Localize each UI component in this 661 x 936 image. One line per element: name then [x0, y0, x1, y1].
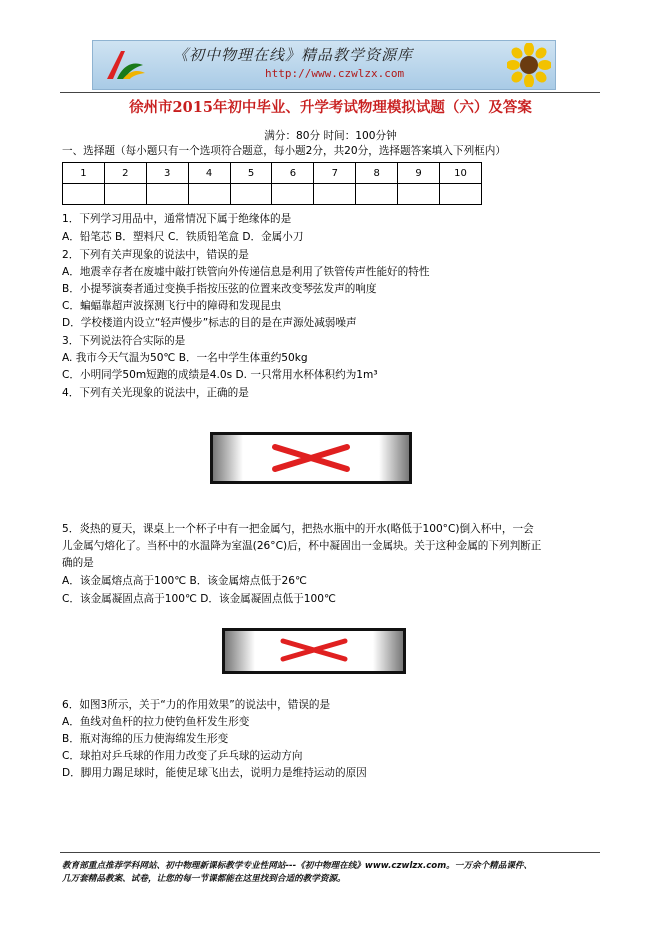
q5-options-ab: A．该金属熔点高于100℃ B．该金属熔点低于26℃ — [62, 575, 307, 587]
q6-stem: 6．如图3所示，关于“力的作用效果”的说法中，错误的是 — [62, 699, 331, 711]
answer-number: 10 — [440, 163, 482, 184]
answer-number: 8 — [356, 163, 398, 184]
answer-cell[interactable] — [440, 184, 482, 205]
banner-title: 《初中物理在线》精品教学资源库 — [173, 46, 414, 64]
q5-text-line2: 儿金属勺熔化了。当杯中的水温降为室温(26°C)后，杯中凝固出一金属块。关于这种金属的下列判断正 — [62, 540, 542, 552]
answer-cell[interactable] — [63, 184, 105, 205]
q5-missing-image — [222, 628, 406, 674]
footer-line2: 几万套精品教案、试卷，让您的每一节课都能在这里找到合适的教学资源。 — [62, 874, 346, 884]
header-divider — [60, 92, 600, 93]
answer-cell[interactable] — [272, 184, 314, 205]
q6-option-d: D．脚用力踢足球时，能使足球飞出去，说明力是维持运动的原因 — [62, 767, 367, 779]
q2-option-a: A．地震幸存者在废墟中敲打铁管向外传递信息是利用了铁管传声性能好的特性 — [62, 266, 430, 278]
answer-cell[interactable] — [146, 184, 188, 205]
answer-cell[interactable] — [314, 184, 356, 205]
q5-options-cd: C．该金属凝固点高于100℃ D．该金属凝固点低于100℃ — [62, 593, 336, 605]
answer-number: 5 — [230, 163, 272, 184]
q3-options-cd: C．小明同学50m短跑的成绩是4.0s D. 一只常用水杯体积约为1m³ — [62, 369, 378, 381]
q5-text-line1: 5．炎热的夏天，课桌上一个杯子中有一把金属勺，把热水瓶中的开水(略低于100°C)倒入杯中，一会 — [62, 523, 534, 535]
footer-line1: 教育部重点推荐学科网站、初中物理新课标教学专业性网站---《初中物理在线》www.czwlzx.com。一万余个精品课件、 — [62, 861, 533, 871]
banner-url[interactable]: http://www.czwlzx.com — [265, 67, 405, 80]
site-logo-icon — [103, 47, 147, 83]
score-time-line: 满分：80分 时间：100分钟 — [264, 130, 397, 142]
q1-stem: 1．下列学习用品中，通常情况下属于绝缘体的是 — [62, 213, 292, 225]
answer-table — [62, 162, 482, 205]
q3-stem: 3．下列说法符合实际的是 — [62, 335, 186, 347]
footer-divider — [60, 852, 600, 853]
broken-image-icon — [271, 443, 351, 473]
q6-option-b: B．瓶对海绵的压力使海绵发生形变 — [62, 733, 229, 745]
q6-option-c: C．球拍对乒乓球的作用力改变了乒乓球的运动方向 — [62, 750, 303, 762]
section1-heading: 一、选择题（每小题只有一个选项符合题意，每小题2分，共20分，选择题答案填入下列框内） — [62, 145, 506, 157]
q4-stem: 4．下列有关光现象的说法中，正确的是 — [62, 387, 249, 399]
q2-option-c: C．蝙蝠靠超声波探测飞行中的障碍和发现昆虫 — [62, 300, 282, 312]
answer-number: 3 — [146, 163, 188, 184]
q2-option-b: B．小提琴演奏者通过变换手指按压弦的位置来改变琴弦发声的响度 — [62, 283, 377, 295]
answer-number: 2 — [104, 163, 146, 184]
answer-table-numbers-row — [63, 163, 482, 184]
q5-text-line3: 确的是 — [62, 557, 94, 569]
answer-cell[interactable] — [356, 184, 398, 205]
answer-cell[interactable] — [104, 184, 146, 205]
answer-number: 9 — [398, 163, 440, 184]
answer-number: 4 — [188, 163, 230, 184]
answer-table-blank-row — [63, 184, 482, 205]
q2-stem: 2．下列有关声现象的说法中，错误的是 — [62, 249, 249, 261]
q6-option-a: A．鱼线对鱼杆的拉力使钓鱼杆发生形变 — [62, 716, 250, 728]
q4-missing-image — [210, 432, 412, 484]
answer-number: 7 — [314, 163, 356, 184]
q1-options: A．铅笔芯 B．塑料尺 C．铁质铅笔盒 D．金属小刀 — [62, 231, 304, 243]
answer-number: 6 — [272, 163, 314, 184]
q2-option-d: D．学校楼道内设立“轻声慢步”标志的目的是在声源处减弱噪声 — [62, 317, 357, 329]
header-banner — [92, 40, 556, 90]
page-footer — [62, 860, 532, 886]
sunflower-icon — [507, 43, 551, 87]
page-title: 徐州市2015年初中毕业、升学考试物理模拟试题（六）及答案 — [129, 99, 532, 116]
answer-cell[interactable] — [230, 184, 272, 205]
answer-number: 1 — [63, 163, 105, 184]
q3-options-ab: A. 我市今天气温为50℃ B．一名中学生体重约50kg — [62, 352, 308, 364]
answer-cell[interactable] — [188, 184, 230, 205]
answer-cell[interactable] — [398, 184, 440, 205]
broken-image-icon — [279, 637, 349, 663]
